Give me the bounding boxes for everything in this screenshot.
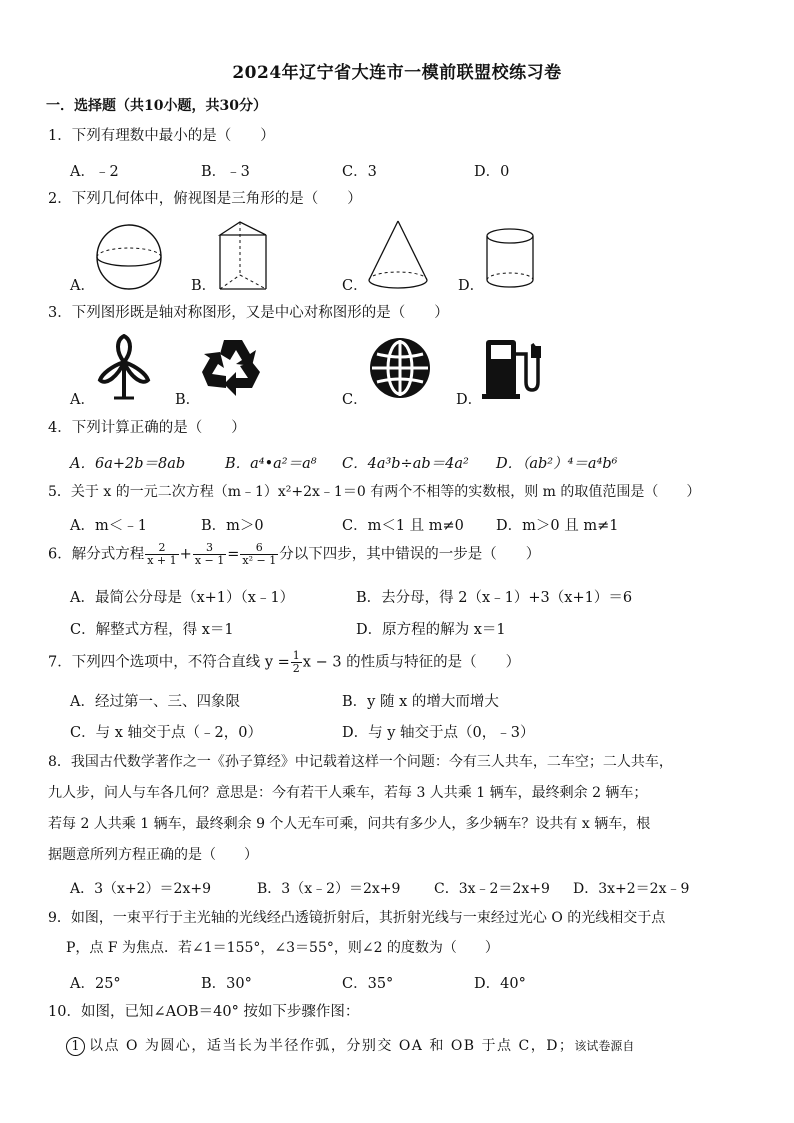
q6-fraction-1 xyxy=(145,542,178,567)
q3-option-a: A． xyxy=(70,392,95,408)
q1-option-d: D．0 xyxy=(474,164,510,180)
q5-option-d: D．m＞0 且 m≠1 xyxy=(496,518,619,534)
q2-option-b: B． xyxy=(191,278,217,294)
q6-fraction-2 xyxy=(193,542,226,567)
section-heading: 一．选择题（共10小题，共30分） xyxy=(46,98,267,114)
q6-equals: = xyxy=(227,546,240,563)
question-8-line-4: 据题意所列方程正确的是（ ） xyxy=(48,847,258,863)
question-10-step-1 xyxy=(66,1036,634,1056)
q7-option-a: A．经过第一、三、四象限 xyxy=(70,694,240,710)
q10-step-text: 以点 O 为圆心，适当长为半径作弧，分别交 OA 和 OB 于点 C，D； xyxy=(89,1038,575,1054)
q7-option-b: B．y 随 x 的增大而增大 xyxy=(342,694,499,710)
q7-fraction xyxy=(291,650,302,675)
question-7-stem xyxy=(48,650,520,675)
question-4-stem: 4．下列计算正确的是（ ） xyxy=(48,420,246,436)
q7-suffix: x − 3 的性质与特征的是（ ） xyxy=(302,654,521,671)
q1-option-a: A．﹣2 xyxy=(70,164,119,180)
q8-option-b: B．3（x﹣2）＝2x+9 xyxy=(257,881,401,897)
q6-option-a: A．最简公分母是（x+1）（x﹣1） xyxy=(70,590,295,606)
q1-option-b: B．﹣3 xyxy=(201,164,250,180)
q2-option-c: C． xyxy=(342,278,368,294)
q3-option-b: B． xyxy=(175,392,201,408)
q5-option-a: A．m＜﹣1 xyxy=(70,518,147,534)
sphere-figure xyxy=(93,222,165,292)
q6-f2-num: 3 xyxy=(193,542,226,555)
q9-option-d: D．40° xyxy=(474,976,526,992)
question-8-line-3: 若每 2 人共乘 1 辆车，最终剩余 9 个人无车可乘，问共有多少人，多少辆车？设共有 x 辆车，根 xyxy=(48,816,651,832)
recycle-icon xyxy=(200,334,270,400)
cone-figure xyxy=(366,218,430,292)
q6-f3-num: 6 xyxy=(240,542,278,555)
question-10-line-1: 10．如图，已知∠AOB＝40° 按如下步骤作图： xyxy=(48,1004,360,1020)
globe-icon xyxy=(368,336,432,400)
q6-option-d: D．原方程的解为 x＝1 xyxy=(356,622,506,638)
question-8-line-2: 九人步，问人与车各几何？意思是：今有若干人乘车，若每 3 人共乘 1 辆车，最终剩余 2 辆车； xyxy=(48,785,648,801)
question-8-line-1: 8．我国古代数学著作之一《孙子算经》中记载着这样一个问题：今有三人共车，二车空；二人共车， xyxy=(48,754,673,770)
windmill-icon xyxy=(94,334,154,400)
q4-option-d: D．（ab²）⁴＝a⁴b⁶ xyxy=(496,456,618,472)
q4-option-a: A．6a+2b＝8ab xyxy=(70,456,186,472)
q6-plus: + xyxy=(179,546,192,563)
q3-option-c: C． xyxy=(342,392,368,408)
question-9-line-1: 9．如图，一束平行于主光轴的光线经凸透镜折射后，其折射光线与一束经过光心 O 的光线相交于点 xyxy=(48,910,666,926)
q7-f-num: 1 xyxy=(292,649,300,662)
q9-option-c: C．35° xyxy=(342,976,394,992)
q4-option-b: B．a⁴•a²＝a⁸ xyxy=(225,456,317,472)
q6-fraction-3 xyxy=(240,542,278,567)
q6-option-c: C．解整式方程，得 x＝1 xyxy=(70,622,234,638)
question-6-stem xyxy=(48,542,540,567)
question-3-stem: 3．下列图形既是轴对称图形，又是中心对称图形的是（ ） xyxy=(48,305,449,321)
q8-option-a: A．3（x+2）＝2x+9 xyxy=(70,881,211,897)
q1-option-c: C．3 xyxy=(342,164,377,180)
question-2-stem: 2．下列几何体中，俯视图是三角形的是（ ） xyxy=(48,191,362,207)
q6-f3-den: x² − 1 xyxy=(242,554,277,567)
page-title: 2024年辽宁省大连市一模前联盟校练习卷 xyxy=(232,63,562,83)
q7-prefix: 7．下列四个选项中，不符合直线 y = xyxy=(48,654,290,671)
question-1-stem: 1．下列有理数中最小的是（ ） xyxy=(48,128,275,144)
source-note: 该试卷源自 xyxy=(574,1039,635,1053)
q5-option-c: C．m＜1 且 m≠0 xyxy=(342,518,464,534)
q7-f-den: 2 xyxy=(292,662,300,675)
q8-option-d: D．3x+2＝2x﹣9 xyxy=(573,881,690,897)
q7-option-d: D．与 y 轴交于点（0，﹣3） xyxy=(342,725,535,741)
q2-option-a: A． xyxy=(70,278,95,294)
q9-option-b: B．30° xyxy=(201,976,252,992)
q6-suffix: 分以下四步，其中错误的一步是（ ） xyxy=(279,546,541,563)
q6-f1-num: 2 xyxy=(145,542,178,555)
q9-option-a: A．25° xyxy=(70,976,121,992)
q6-prefix: 6．解分式方程 xyxy=(48,546,145,563)
q4-option-c: C．4a³b÷ab＝4a² xyxy=(342,456,469,472)
triangular-prism-figure xyxy=(216,219,270,295)
question-5-stem: 5．关于 x 的一元二次方程（m﹣1）x²+2x﹣1＝0 有两个不相等的实数根，则 m 的取值范围是（ ） xyxy=(48,484,701,500)
q7-option-c: C．与 x 轴交于点（﹣2，0） xyxy=(70,725,262,741)
q2-option-d: D． xyxy=(458,278,485,294)
q6-option-b: B．去分母，得 2（x﹣1）+3（x+1）＝6 xyxy=(356,590,633,606)
q6-f1-den: x + 1 xyxy=(147,554,177,567)
step-number-circle: 1 xyxy=(66,1037,85,1056)
q8-option-c: C．3x﹣2＝2x+9 xyxy=(434,881,550,897)
q3-option-d: D． xyxy=(456,392,483,408)
gas-pump-icon xyxy=(482,336,544,400)
q5-option-b: B．m＞0 xyxy=(201,518,264,534)
question-9-line-2: P，点 F 为焦点．若∠1＝155°，∠3＝55°，则∠2 的度数为（ ） xyxy=(66,940,499,956)
q6-f2-den: x − 1 xyxy=(194,554,225,567)
cylinder-figure xyxy=(484,226,536,292)
